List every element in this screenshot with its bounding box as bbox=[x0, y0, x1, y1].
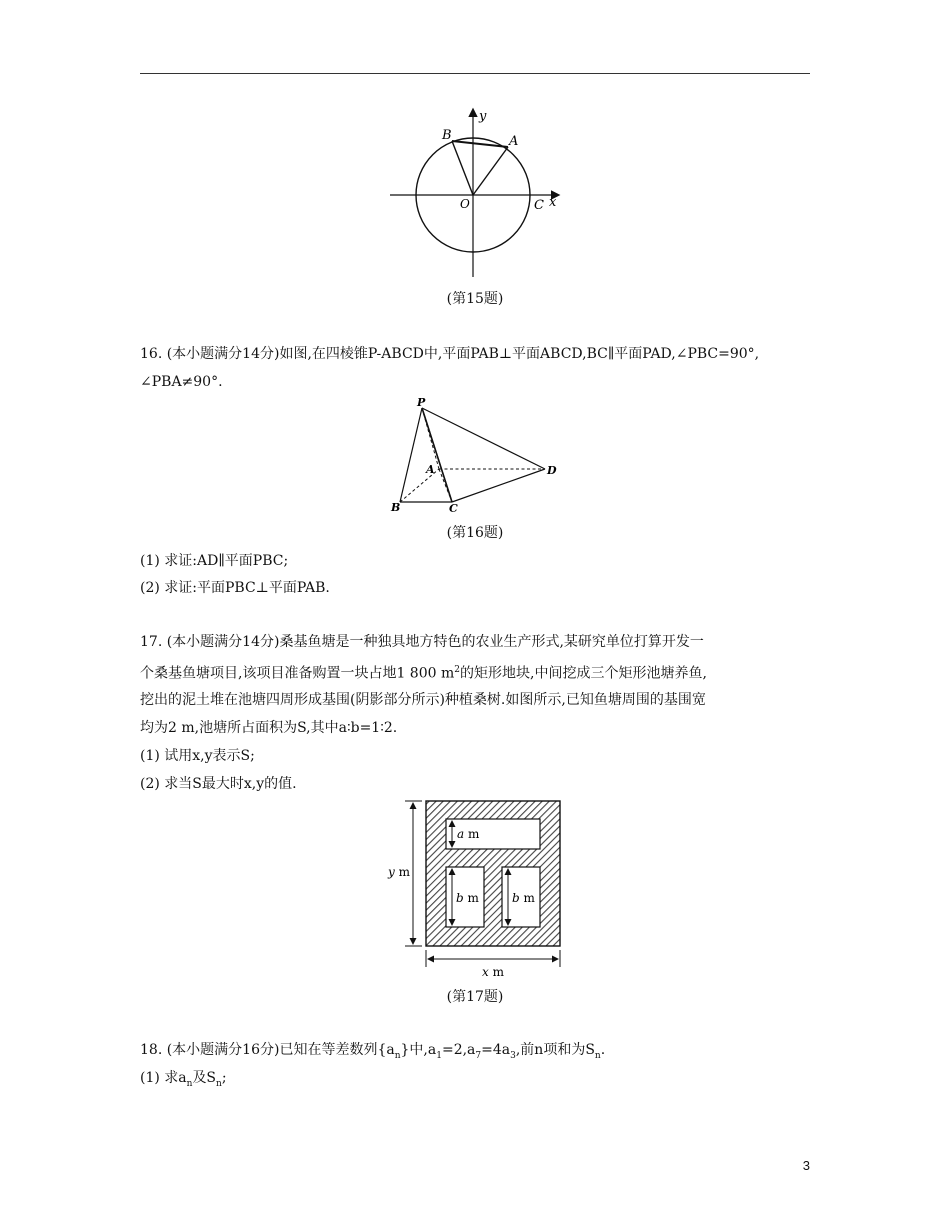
figure-15-circle-diagram bbox=[390, 105, 570, 280]
label-C: C bbox=[534, 198, 544, 213]
q17-part-1: (1) 试用x,y表示S; bbox=[140, 748, 255, 764]
q16-part-1: (1) 求证:AD∥平面PBC; bbox=[140, 553, 289, 569]
label-y-m: y m bbox=[388, 865, 410, 879]
label-y: y bbox=[479, 109, 487, 124]
figure-16-caption: (第16题) bbox=[446, 525, 504, 541]
label-B: B bbox=[391, 501, 401, 514]
label-C: C bbox=[449, 502, 458, 515]
label-x: x bbox=[549, 195, 557, 210]
segment-OB bbox=[452, 141, 473, 195]
label-A: A bbox=[509, 134, 519, 149]
figure-17-caption: (第17题) bbox=[446, 989, 504, 1005]
segment-OA bbox=[473, 147, 508, 195]
q18-stem: 18. (本小题满分16分)已知在等差数列$\{a_n\}$中$,a_1=2,a_7=4a_3$,前n项和为$S_n$. bbox=[140, 1042, 606, 1061]
q17-stem-line-3: 挖出的泥土堆在池塘四周形成基围(阴影部分所示)种植桑树.如图所示,已知鱼塘周围的基围宽 bbox=[140, 692, 706, 708]
label-P: P bbox=[417, 396, 426, 409]
q17-part-2: (2) 求当S最大时x,y的值. bbox=[140, 776, 297, 792]
label-b-m-left: b m bbox=[456, 891, 479, 905]
q18-part-1: (1) 求$a_n$及$S_n$; bbox=[140, 1070, 227, 1089]
label-a-m: a m bbox=[457, 827, 480, 841]
figure-17-fishpond-diagram bbox=[385, 795, 575, 980]
label-b-m-right: b m bbox=[512, 891, 535, 905]
q17-stem-line-2: 个桑基鱼塘项目,该项目准备购置一块占地1 800 $m^2$的矩形地块,中间挖成三个矩形池塘养鱼, bbox=[140, 665, 707, 682]
q16-stem-line-1: 16. (本小题满分14分)如图,在四棱锥P-ABCD中,平面PAB⊥平面ABCD,BC∥平面PAD,∠PBC=90°, bbox=[140, 346, 760, 362]
label-O: O bbox=[460, 197, 470, 211]
q17-stem-line-4: 均为2 m,池塘所占面积为S,其中a∶b=1∶2. bbox=[140, 720, 398, 736]
figure-15-caption: (第15题) bbox=[446, 291, 504, 307]
header-rule bbox=[140, 73, 810, 74]
q16-stem-line-2: ∠PBA≠90°. bbox=[140, 374, 223, 390]
q16-part-2: (2) 求证:平面PBC⊥平面PAB. bbox=[140, 580, 330, 596]
figure-16-pyramid-diagram bbox=[385, 395, 565, 515]
label-A: A bbox=[426, 463, 435, 476]
label-x-m: x m bbox=[482, 965, 504, 979]
label-B: B bbox=[442, 128, 452, 143]
page-number: 3 bbox=[802, 1158, 810, 1173]
label-D: D bbox=[547, 464, 557, 477]
q17-stem-line-1: 17. (本小题满分14分)桑基鱼塘是一种独具地方特色的农业生产形式,某研究单位打算开发一 bbox=[140, 634, 704, 650]
